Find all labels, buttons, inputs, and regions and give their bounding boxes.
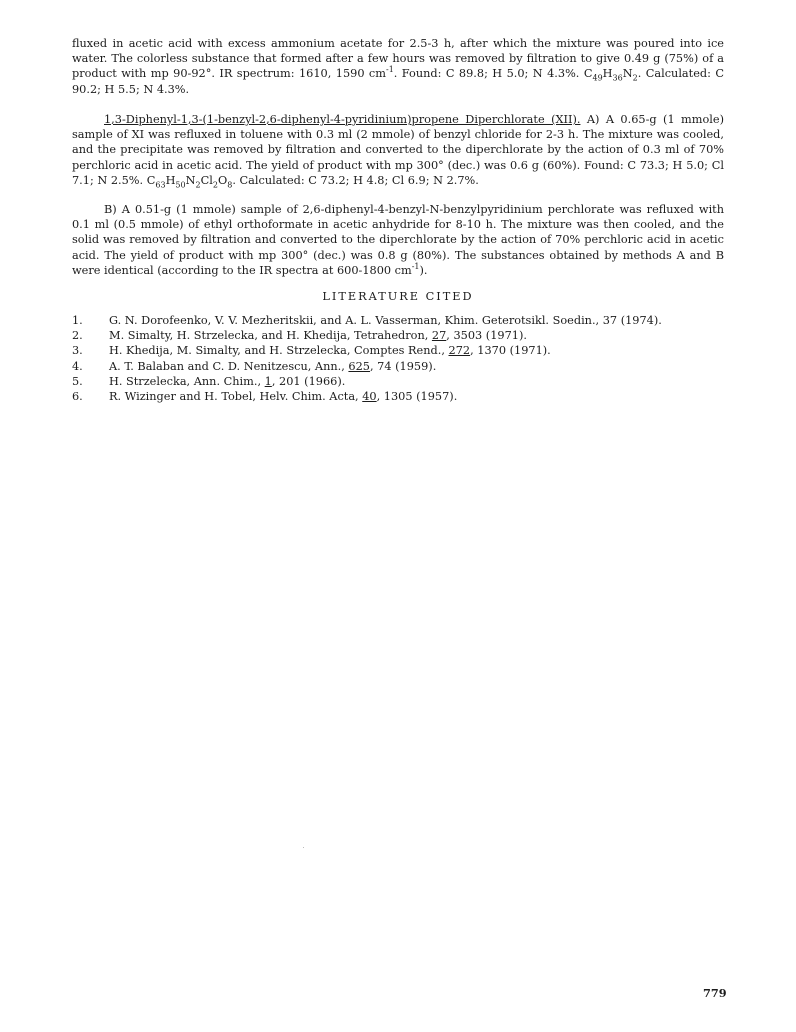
paragraph-method-b [72,202,724,278]
reference-number: 3. [72,344,83,358]
literature-heading: LITERATURE CITED [322,290,474,303]
reference-text: M. Simalty, H. Strzelecka, and H. Khedija, Tetrahedron, [109,329,432,343]
reference-text: , 1370 (1971). [470,344,551,358]
p1-text: fluxed in acetic acid with excess ammonium acetate for 2.5-3 h, after which the mixture was poured into ice water. The colorless substance that formed after a few hours was removed by filtration to give 0.49 g (75%) of a product with mp 90-92°. IR spectrum: 1610, 1590 cm [72,37,724,81]
reference-item [72,313,724,328]
reference-volume: 272 [448,344,471,358]
reference-number: 2. [72,329,83,343]
formula-sub: 50 [175,180,186,190]
p1-found: . Found: C 89.8; H 5.0; N 4.3%. C [393,67,593,81]
reference-item [72,359,724,374]
reference-number: 4. [72,359,83,373]
formula-el: Cl [200,173,213,187]
reference-volume: 1 [264,374,272,388]
formula-sub: 36 [612,73,623,83]
reference-item [72,374,724,389]
reference-number: 5. [72,374,83,388]
formula-sub: 63 [155,180,166,190]
reference-text: , 3503 (1971). [446,329,527,343]
formula-sub: 2 [195,180,201,190]
reference-volume: 40 [362,390,377,404]
reference-text: A. T. Balaban and C. D. Nenitzescu, Ann., [109,359,349,373]
formula-el: H [602,67,613,81]
formula-sub: 49 [592,73,603,83]
formula-sub: 8 [227,180,233,190]
reference-text: , 201 (1966). [271,374,346,388]
page-number: 779 [703,986,727,1000]
formula-sub: 2 [212,180,218,190]
reference-text: G. N. Dorofeenko, V. V. Mezheritskii, and A. L. Vasserman, Khim. Geterotsikl. Soedin., 37 (1974). [109,314,662,327]
reference-text: R. Wizinger and H. Tobel, Helv. Chim. Acta, [109,390,363,404]
p1-calc: . Calculated: C 90.2; H 5.5; N 4.3%. [72,67,725,96]
reference-list [72,313,724,404]
compound-title: 1,3-Diphenyl-1,3-(1-benzyl-2,6-diphenyl-4-pyridinium)propene Diperchlorate (XII). [104,113,581,126]
scan-speck [303,847,304,848]
formula-el: N [622,67,633,81]
reference-text: , 74 (1959). [369,359,437,373]
reference-item [72,328,724,343]
reference-volume: 625 [348,359,370,373]
reference-item [72,343,724,358]
paragraph-synthesis-end [72,36,724,97]
formula-el: O [217,173,228,187]
reference-text: H. Khedija, M. Simalty, and H. Strzelecka, Comptes Rend., [109,344,449,358]
formula-el: H [165,173,176,187]
p1-ir-sup: -1 [385,65,394,75]
p3-end: ). [419,263,428,277]
p3-sup: -1 [411,262,420,272]
paragraph-compound-xii [72,112,724,188]
p2-calc: . Calculated: C 73.2; H 4.8; Cl 6.9; N 2.7%. [232,173,479,187]
reference-number: 1. [72,314,83,327]
reference-volume: 27 [431,329,447,343]
p2-body: A) A 0.65-g (1 mmole) sample of XI was refluxed in toluene with 0.3 ml (2 mmole) of benzyl chloride for 2-3 h. The mixture was cooled, and the precipitate was removed by filtration and converted to the diperchlorate by the action of 0.3 ml of 70% perchloric acid in acetic acid. The yield of product with mp 300° (dec.) was 0.6 g (60%). Found: C 73.3; H 5.0; Cl 7.1; N 2.5%. C [72,113,724,187]
reference-number: 6. [72,390,83,404]
p3-text: B) A 0.51-g (1 mmole) sample of 2,6-diphenyl-4-benzyl-N-benzylpyridinium perchlorate was refluxed with 0.1 ml (0.5 mmole) of ethyl orthoformate in acetic anhydride for 8-10 h. The mixture was then cooled, and the solid was removed by filtration and converted to the diperchlorate by the action of 70% perchloric acid in acetic acid. The yield of product with mp 300° (dec.) was 0.8 g (80%). The substances obtained by methods A and B were identical (according to the IR spectra at 600-1800 cm [72,203,724,277]
reference-item [72,389,724,404]
formula-el: N [185,173,196,187]
reference-text: , 1305 (1957). [376,390,458,404]
reference-text: H. Strzelecka, Ann. Chim., [109,374,265,388]
formula-sub: 2 [632,73,638,83]
